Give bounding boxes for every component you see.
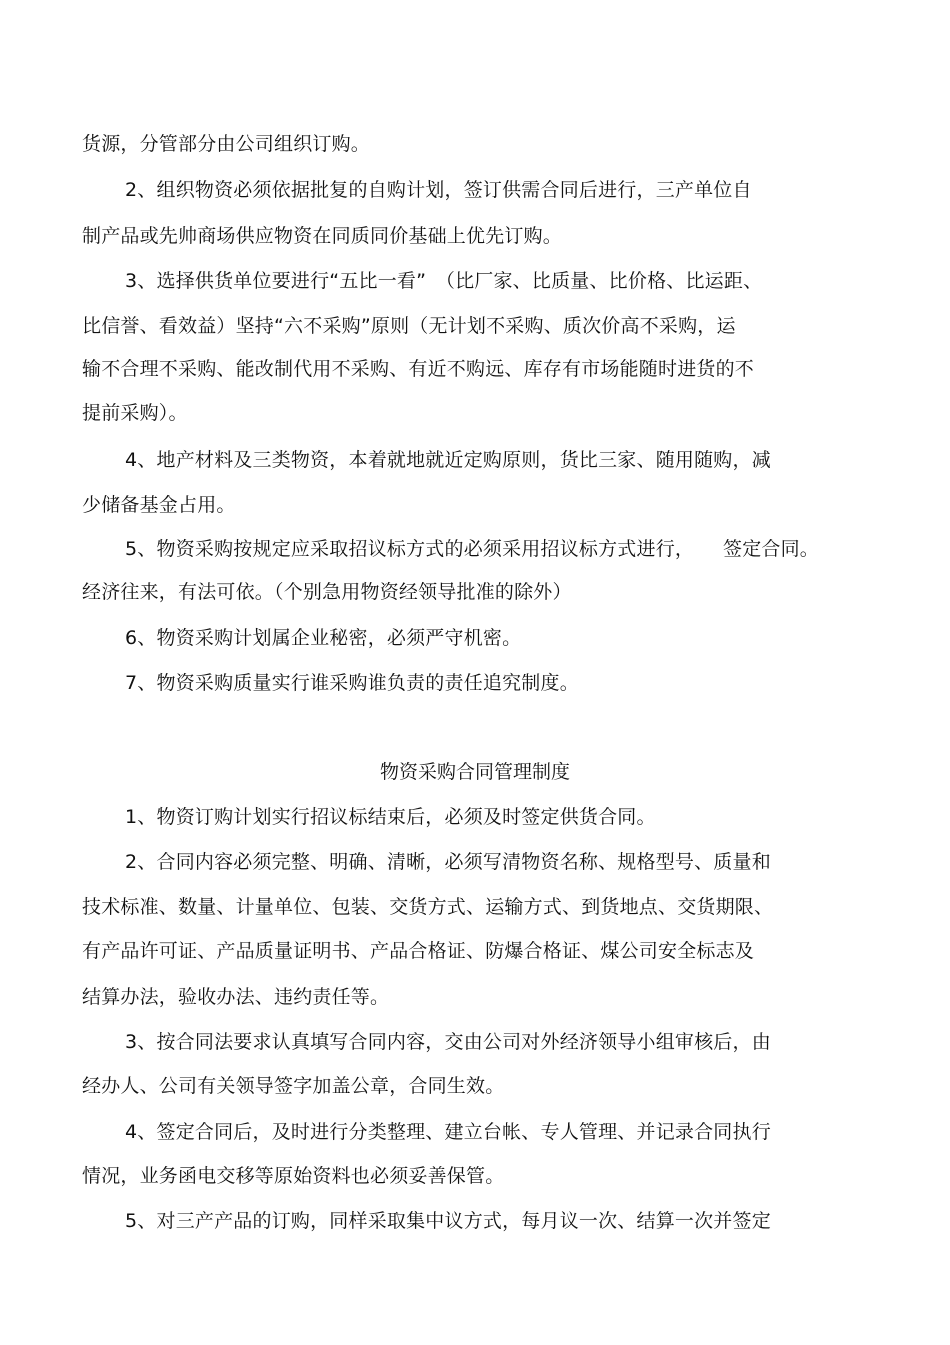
paragraph-line: 3、选择供货单位要进行“五比一看” （比厂家、比质量、比价格、比运距、 (125, 270, 763, 292)
paragraph-line: 5、物资采购按规定应采取招议标方式的必须采用招议标方式进行， 签定合同。 (125, 538, 819, 560)
paragraph-line: 5、对三产产品的订购，同样采取集中议方式，每月议一次、结算一次并签定 (125, 1210, 771, 1232)
paragraph-line: 7、物资采购质量实行谁采购谁负责的责任追究制度。 (125, 672, 579, 694)
paragraph-line: 经济往来，有法可依。（个别急用物资经领导批准的除外） (82, 581, 572, 603)
paragraph-line: 1、物资订购计划实行招议标结束后，必须及时签定供货合同。 (125, 806, 656, 828)
paragraph-line: 技术标准、数量、计量单位、包装、交货方式、运输方式、到货地点、交货期限、 (82, 896, 774, 918)
section-title: 物资采购合同管理制度 (379, 761, 570, 783)
paragraph-line: 3、按合同法要求认真填写合同内容，交由公司对外经济领导小组审核后，由 (125, 1031, 771, 1053)
paragraph-line: 货源，分管部分由公司组织订购。 (82, 133, 371, 155)
paragraph-line: 少储备基金占用。 (82, 494, 236, 516)
paragraph-line: 2、组织物资必须依据批复的自购计划，签订供需合同后进行，三产单位自 (125, 179, 752, 201)
paragraph-line: 4、地产材料及三类物资，本着就地就近定购原则，货比三家、随用随购，减 (125, 449, 771, 471)
paragraph-line: 情况，业务函电交移等原始资料也必须妥善保管。 (82, 1165, 505, 1187)
paragraph-line: 制产品或先帅商场供应物资在同质同价基础上优先订购。 (82, 225, 563, 247)
paragraph-line: 4、签定合同后，及时进行分类整理、建立台帐、专人管理、并记录合同执行 (125, 1121, 771, 1143)
paragraph-line: 输不合理不采购、能改制代用不采购、有近不购远、库存有市场能随时进货的不 (82, 358, 755, 380)
paragraph-line: 结算办法，验收办法、违约责任等。 (82, 986, 390, 1008)
paragraph-line: 经办人、公司有关领导签字加盖公章，合同生效。 (82, 1075, 505, 1097)
paragraph-line: 比信誉、看效益）坚持“六不采购”原则（无计划不采购、质次价高不采购，运 (82, 315, 736, 337)
paragraph-line: 有产品许可证、产品质量证明书、产品合格证、防爆合格证、煤公司安全标志及 (82, 940, 755, 962)
paragraph-line: 提前采购）。 (82, 402, 188, 424)
paragraph-line: 2、合同内容必须完整、明确、清晰，必须写清物资名称、规格型号、质量和 (125, 851, 771, 873)
paragraph-line: 6、物资采购计划属企业秘密，必须严守机密。 (125, 627, 522, 649)
